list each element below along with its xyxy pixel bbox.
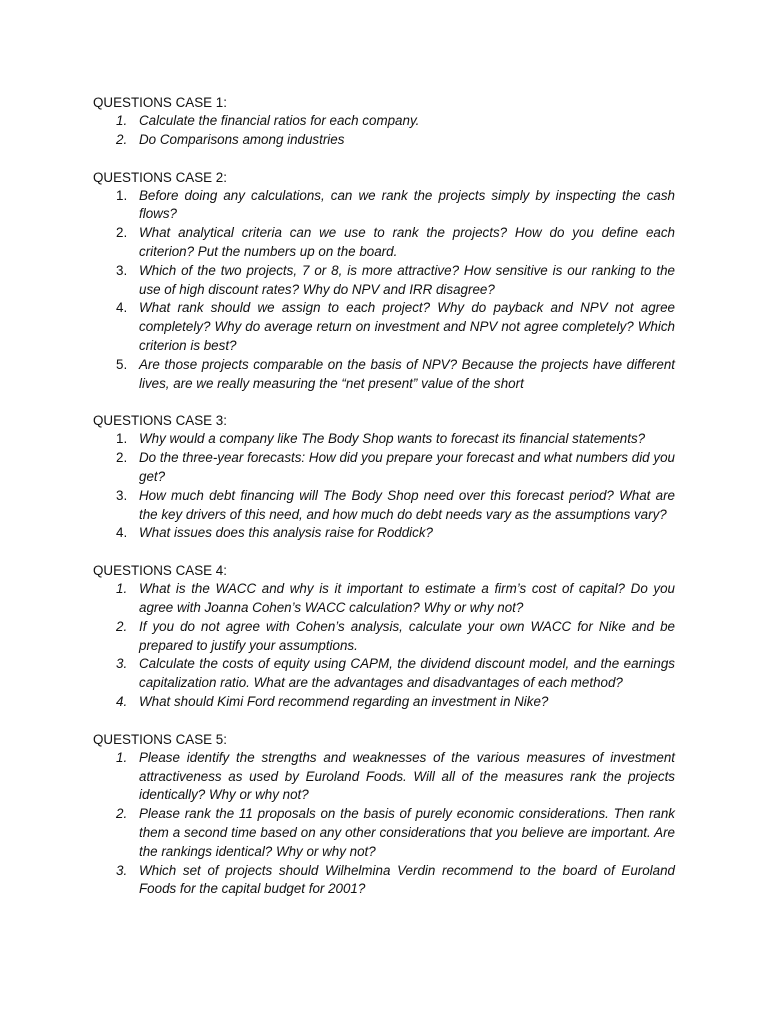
question-number: 2. xyxy=(116,806,128,822)
question-list xyxy=(93,112,675,150)
question-number: 2. xyxy=(116,618,128,634)
questions-case-1 xyxy=(93,93,675,150)
question-item xyxy=(93,805,675,861)
question-number: 4. xyxy=(116,300,128,316)
question-item xyxy=(93,262,675,300)
questions-case-3 xyxy=(93,411,675,543)
question-item xyxy=(93,693,675,712)
question-number: 4. xyxy=(116,693,128,709)
question-item xyxy=(93,618,675,656)
question-text: Calculate the financial ratios for each company. xyxy=(139,113,420,128)
question-item xyxy=(93,187,675,225)
question-text: Do Comparisons among industries xyxy=(139,131,345,147)
questions-case-4 xyxy=(93,561,675,712)
question-text: Before doing any calculations, can we rank the projects simply by inspecting the cash flows? xyxy=(139,187,675,222)
question-text: Calculate the costs of equity using CAPM, the dividend discount model, and the earnings capitalization ratio. What are the advantages and disadvantages of each method? xyxy=(139,656,675,691)
question-item xyxy=(93,862,675,900)
question-number: 2. xyxy=(116,131,128,147)
question-number: 3. xyxy=(116,862,128,878)
case-heading: QUESTIONS CASE 5: xyxy=(93,731,227,747)
question-text: Please rank the 11 proposals on the basis of purely economic considerations. Then rank them a second time based on any other considerations that you believe are important. Are the rankings identical? Why or why not? xyxy=(139,806,675,859)
question-item xyxy=(93,112,675,131)
question-number: 2. xyxy=(116,450,128,466)
question-number: 3. xyxy=(116,487,128,503)
question-item xyxy=(93,430,675,449)
question-number: 2. xyxy=(116,225,128,241)
question-item xyxy=(93,524,675,543)
question-number: 1. xyxy=(116,187,128,203)
question-text: Which set of projects should Wilhelmina Verdin recommend to the board of Euroland Foods for the capital budget for 2001? xyxy=(139,862,675,897)
question-text: What is the WACC and why is it important to estimate a firm’s cost of capital? Do you agree with Joanna Cohen’s WACC calculation? Why or why not? xyxy=(139,581,675,615)
question-item xyxy=(93,224,675,262)
question-list xyxy=(93,580,675,712)
question-text: Which of the two projects, 7 or 8, is more attractive? How sensitive is our ranking to the use of high discount rates? Why do NPV and IRR disagree? xyxy=(139,262,675,297)
questions-case-5 xyxy=(93,730,675,899)
case-heading: QUESTIONS CASE 3: xyxy=(93,413,227,429)
question-text: Please identify the strengths and weaknesses of the various measures of investment attractiveness as used by Euroland Foods. Will all of the measures rank the projects identically? Why or why not? xyxy=(139,749,675,803)
question-number: 1. xyxy=(116,113,128,128)
question-list xyxy=(93,187,675,394)
question-number: 1. xyxy=(116,431,128,447)
question-text: What issues does this analysis raise for Roddick? xyxy=(139,525,433,541)
question-text: What should Kimi Ford recommend regarding an investment in Nike? xyxy=(139,693,549,709)
question-item xyxy=(93,299,675,355)
question-text: Why would a company like The Body Shop wants to forecast its financial statements? xyxy=(139,431,646,447)
question-item xyxy=(93,655,675,693)
question-item xyxy=(93,580,675,618)
question-text: Do the three-year forecasts: How did you prepare your forecast and what numbers did you get? xyxy=(139,450,675,484)
question-number: 1. xyxy=(116,581,128,597)
question-text: How much debt financing will The Body Shop need over this forecast period? What are the key drivers of this need, and how much do debt needs vary as the assumptions vary? xyxy=(139,487,675,522)
question-item xyxy=(93,449,675,487)
question-text: Are those projects comparable on the basis of NPV? Because the projects have different lives, are we really measuring the “net present” value of the short xyxy=(139,356,675,391)
question-item xyxy=(93,487,675,525)
question-text: What analytical criteria can we use to rank the projects? How do you define each criterion? Put the numbers up on the board. xyxy=(139,225,675,259)
question-item xyxy=(93,749,675,805)
question-number: 3. xyxy=(116,656,128,672)
case-heading: QUESTIONS CASE 1: xyxy=(93,95,227,110)
question-number: 3. xyxy=(116,262,128,278)
question-list xyxy=(93,430,675,543)
case-heading: QUESTIONS CASE 2: xyxy=(93,169,227,185)
question-number: 1. xyxy=(116,749,128,765)
questions-case-2 xyxy=(93,168,675,394)
question-item xyxy=(93,356,675,394)
question-item xyxy=(93,131,675,150)
question-number: 4. xyxy=(116,525,128,541)
question-number: 5. xyxy=(116,356,128,372)
question-list xyxy=(93,749,675,899)
case-heading: QUESTIONS CASE 4: xyxy=(93,563,227,579)
question-text: What rank should we assign to each project? Why do payback and NPV not agree completely? Why do average return on investment and NPV not agree completely? Which criterion is best? xyxy=(139,300,675,353)
question-text: If you do not agree with Cohen’s analysis, calculate your own WACC for Nike and be prepared to justify your assumptions. xyxy=(139,618,675,653)
